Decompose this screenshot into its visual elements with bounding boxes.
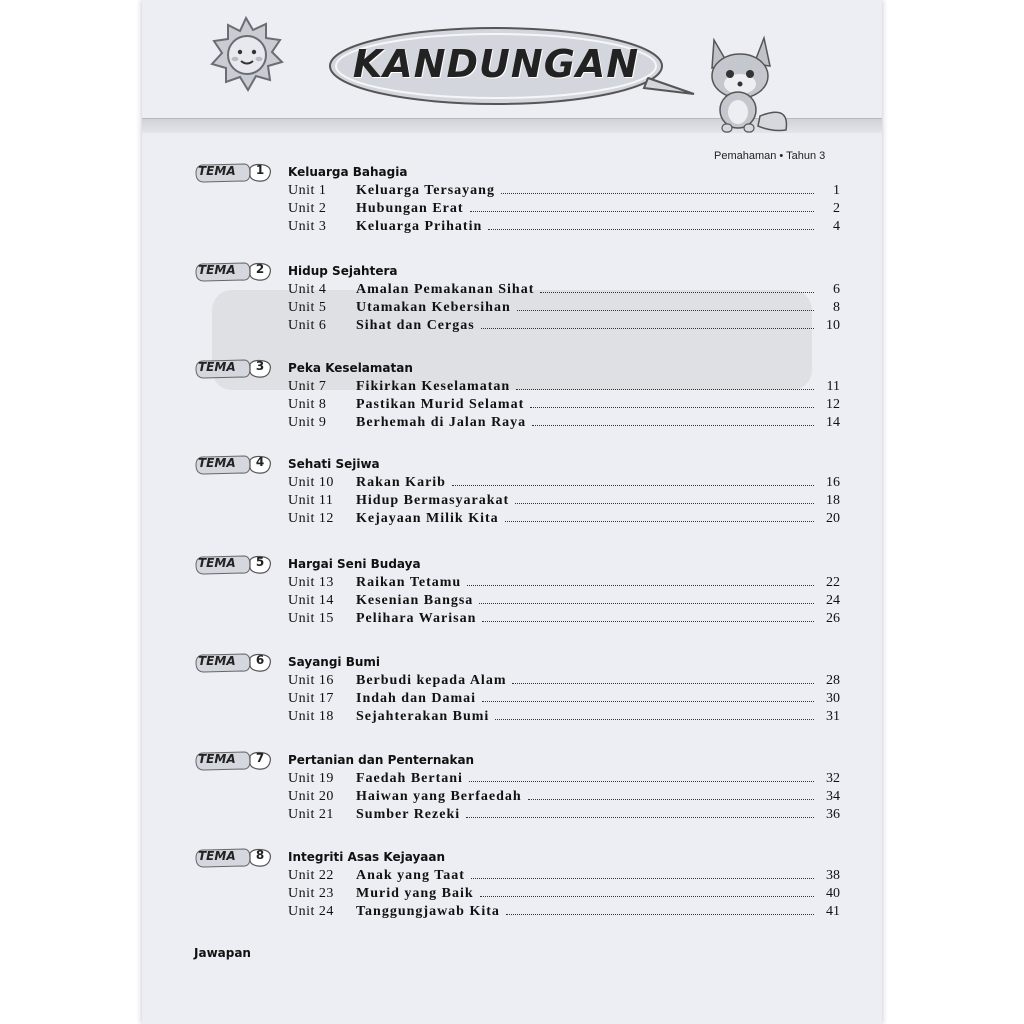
dot-leader [540,291,814,293]
tema-title: Sayangi Bumi [288,655,381,669]
page-number: 26 [826,611,840,626]
unit-title: Kesenian Bangsa [356,593,474,608]
unit-title: Pelihara Warisan [356,611,477,626]
answers-label: Jawapan [194,946,251,960]
toc-entry[interactable] [288,575,840,593]
unit-title: Keluarga Tersayang [356,183,495,198]
tema-badge [194,750,274,772]
unit-title: Sihat dan Cergas [356,318,475,333]
page-number: 1 [833,183,840,198]
dot-leader [528,798,814,800]
unit-title: Tanggungjawab Kita [356,904,500,919]
unit-number: Unit 8 [288,397,327,412]
tema-number: 4 [255,455,265,469]
toc-entry[interactable] [288,904,840,922]
dot-leader [530,406,814,408]
toc-entry[interactable] [288,691,840,709]
unit-number: Unit 18 [288,709,334,724]
unit-title: Fikirkan Keselamatan [356,379,511,394]
page-number: 18 [826,493,840,508]
tema-badge [194,652,274,674]
subject-label: Pemahaman • Tahun 3 [714,150,826,162]
dot-leader [482,700,814,702]
unit-title: Sumber Rezeki [356,807,461,822]
dot-leader [515,502,814,504]
unit-title: Murid yang Baik [356,886,474,901]
unit-title: Haiwan yang Berfaedah [356,789,522,804]
unit-title: Anak yang Taat [356,868,465,883]
toc-entry[interactable] [288,183,840,201]
unit-number: Unit 1 [288,183,327,198]
toc-entry[interactable] [288,318,840,336]
tema-number: 6 [255,653,265,667]
unit-number: Unit 20 [288,789,334,804]
toc-entry[interactable] [288,673,840,691]
tema-number: 2 [255,262,265,276]
unit-number: Unit 23 [288,886,334,901]
dot-leader [505,520,814,522]
dot-leader [481,327,814,329]
dot-leader [506,913,814,915]
toc-entry[interactable] [288,219,840,237]
fox-mascot-icon [698,34,794,134]
tema-number: 1 [255,163,265,177]
dot-leader [532,424,814,426]
page-number: 11 [826,379,840,394]
page-number: 4 [833,219,840,234]
dot-leader [512,682,814,684]
tema-label: TEMA [198,360,236,374]
unit-number: Unit 21 [288,807,334,822]
page-number: 16 [826,475,840,490]
unit-title: Faedah Bertani [356,771,463,786]
unit-title: Hidup Bermasyarakat [356,493,510,508]
page-number: 24 [826,593,840,608]
page-number: 10 [826,318,840,333]
unit-number: Unit 9 [288,415,327,430]
dot-leader [516,388,814,390]
tema-label: TEMA [198,456,236,470]
unit-title: Utamakan Kebersihan [356,300,511,315]
dot-leader [470,210,814,212]
page-number: 38 [826,868,840,883]
page-number: 22 [826,575,840,590]
tema-title: Pertanian dan Penternakan [288,753,475,767]
unit-number: Unit 4 [288,282,327,297]
unit-title: Raikan Tetamu [356,575,462,590]
unit-title: Berbudi kepada Alam [356,673,507,688]
page-number: 2 [833,201,840,216]
page-number: 40 [826,886,840,901]
unit-number: Unit 13 [288,575,334,590]
toc-entry[interactable] [288,201,840,219]
toc-entry[interactable] [288,868,840,886]
page-number: 30 [826,691,840,706]
toc-entry[interactable] [288,789,840,807]
dot-leader [466,816,814,818]
dot-leader [467,584,814,586]
tema-badge [194,554,274,576]
toc-entry[interactable] [288,300,840,318]
toc-entry[interactable] [288,771,840,789]
tema-badge [194,261,274,283]
page-number: 34 [826,789,840,804]
toc-entry[interactable] [288,415,840,433]
dot-leader [479,602,814,604]
toc-entry[interactable] [288,397,840,415]
tema-title: Keluarga Bahagia [288,165,408,179]
toc-entry[interactable] [288,493,840,511]
dot-leader [495,718,814,720]
tema-label: TEMA [198,556,236,570]
unit-number: Unit 2 [288,201,327,216]
page-number: 36 [826,807,840,822]
tema-number: 8 [255,848,265,862]
unit-number: Unit 11 [288,493,334,508]
tema-number: 7 [255,751,265,765]
tema-label: TEMA [198,164,236,178]
page-title: KANDUNGAN [352,42,640,86]
page-number: 14 [826,415,840,430]
unit-number: Unit 6 [288,318,327,333]
dot-leader [517,309,814,311]
page-number: 31 [826,709,840,724]
tema-label: TEMA [198,752,236,766]
unit-number: Unit 12 [288,511,334,526]
tema-title: Integriti Asas Kejayaan [288,850,446,864]
unit-number: Unit 14 [288,593,334,608]
tema-number: 5 [255,555,265,569]
unit-title: Amalan Pemakanan Sihat [356,282,535,297]
page-number: 6 [833,282,840,297]
title-bubble [326,22,696,110]
unit-number: Unit 22 [288,868,334,883]
unit-title: Pastikan Murid Selamat [356,397,525,412]
page-number: 20 [826,511,840,526]
page-number: 41 [826,904,840,919]
unit-number: Unit 10 [288,475,334,490]
dot-leader [469,780,814,782]
toc-entry[interactable] [288,611,840,629]
unit-title: Hubungan Erat [356,201,464,216]
unit-title: Sejahterakan Bumi [356,709,490,724]
dot-leader [480,895,814,897]
toc-entry[interactable] [288,593,840,611]
unit-number: Unit 7 [288,379,327,394]
dot-leader [488,228,814,230]
unit-number: Unit 19 [288,771,334,786]
unit-title: Kejayaan Milik Kita [356,511,499,526]
toc-entry[interactable] [288,511,840,529]
sun-mascot-icon [206,14,286,94]
tema-badge [194,162,274,184]
dot-leader [471,877,814,879]
page-number: 32 [826,771,840,786]
unit-number: Unit 24 [288,904,334,919]
unit-number: Unit 17 [288,691,334,706]
toc-entry[interactable] [288,282,840,300]
tema-title: Sehati Sejiwa [288,457,380,471]
unit-title: Rakan Karib [356,475,446,490]
tema-label: TEMA [198,654,236,668]
dot-leader [452,484,814,486]
unit-number: Unit 3 [288,219,327,234]
unit-number: Unit 16 [288,673,334,688]
tema-badge [194,847,274,869]
toc-entry[interactable] [288,475,840,493]
page-number: 28 [826,673,840,688]
page-number: 12 [826,397,840,412]
tema-title: Peka Keselamatan [288,361,413,375]
unit-number: Unit 15 [288,611,334,626]
tema-badge [194,454,274,476]
unit-title: Berhemah di Jalan Raya [356,415,527,430]
tema-label: TEMA [198,263,236,277]
unit-number: Unit 5 [288,300,327,315]
tema-number: 3 [255,359,265,373]
dot-leader [482,620,814,622]
tema-badge [194,358,274,380]
toc-entry[interactable] [288,379,840,397]
dot-leader [501,192,814,194]
toc-entry[interactable] [288,807,840,825]
unit-title: Indah dan Damai [356,691,477,706]
unit-title: Keluarga Prihatin [356,219,483,234]
page-number: 8 [833,300,840,315]
toc-entry[interactable] [288,886,840,904]
tema-title: Hidup Sejahtera [288,264,398,278]
tema-label: TEMA [198,849,236,863]
book-page [142,0,882,1024]
tema-title: Hargai Seni Budaya [288,557,421,571]
toc-entry[interactable] [288,709,840,727]
